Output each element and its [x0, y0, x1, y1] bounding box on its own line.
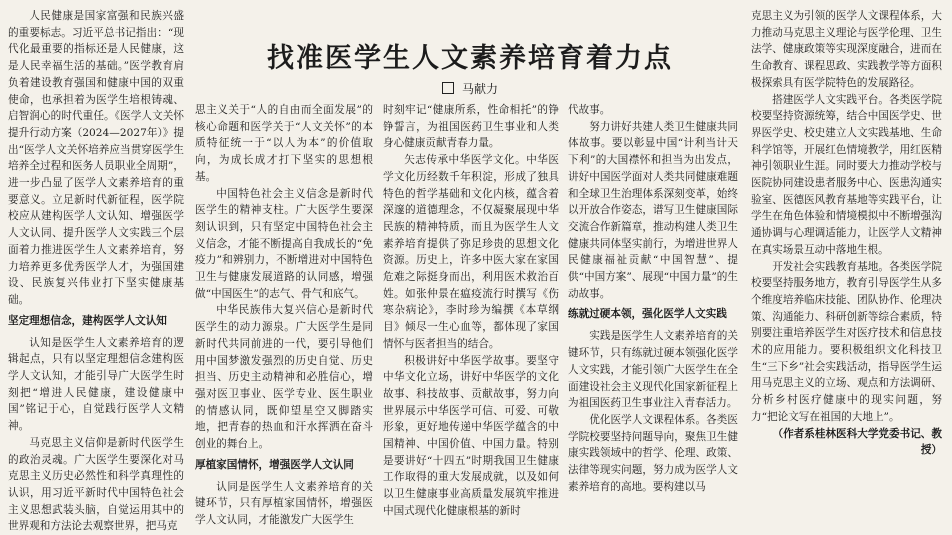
paragraph: 时刻牢记“健康所系，性命相托”的铮铮誓言，为祖国医药卫生事业和人类身心健康贡献青春力量。 — [383, 104, 559, 150]
section-heading: 练就过硬本领，强化医学人文实践 — [568, 308, 727, 321]
paragraph: 认知是医学生人文素养培育的逻辑起点，只有以坚定理想信念建构医学人文认知，才能引导广大医学生时刻把“增进人民健康，建设健康中国”铭记于心，自觉践行医学人文精神。 — [8, 336, 184, 433]
paragraph: 中华民族伟大复兴信心是新时代医学生的动力源泉。广大医学生是同新时代共同前进的一代，要引导他们用中国梦激发强烈的历史自觉、历史担当、历史主动精神和必胜信心，增强对医卫事业、医学专业、医生职业的情感认同，既仰望星空又脚踏实地，把青春的热血和汗水挥洒在奋斗创业的舞台上。 — [195, 304, 373, 451]
section-heading: 坚定理想信念，建构医学人文认知 — [8, 314, 167, 327]
byline — [200, 80, 740, 97]
paragraph: 人民健康是国家富强和民族兴盛的重要标志。习近平总书记指出：“现代化最重要的指标还是人民健康，这是人民幸福生活的基础。”医学教育肩负着建设教育强国和健康中国的双重使命，也承担着为医学生培根铸魂、启智润心的时代重任。《医学人文关怀提升行动方案（2024—2027年）》提出“医学人文关怀培养应当贯穿医学生培养全过程和医务人员职业全周期”，进一步凸显了医学人文素养培育的重要意义。立足新时代新征程，医学院校应从建构医学人文认知、增强医学人文认同、提升医学人文实践三个层面着力推进医学生人文素养培育，努力培养更多优秀医学人才，为强国建设、民族复兴伟业打下坚实健康基础。 — [8, 10, 184, 306]
column-3 — [383, 102, 559, 520]
column-4 — [568, 102, 738, 495]
paragraph: 马克思主义信仰是新时代医学生的政治灵魂。广大医学生要深化对马克思主义历史必然性和科学真理性的认识，用习近平新时代中国特色社会主义思想武装头脑，自觉运用其中的世界观和方法论去观察世界，把马克 — [8, 436, 184, 533]
paragraph: 认同是医学生人文素养培育的关键环节，只有厚植家国情怀，增强医学人文认同，才能激发广大医学生 — [195, 480, 373, 527]
article-title: 找准医学生人文素养培育着力点 — [267, 43, 673, 74]
paragraph: 思主义关于“人的自由而全面发展”的核心命题和医学关于“人文关怀”的本质特征统一于“以人为本”的价值取向，为成长成才打下坚实的思想根基。 — [195, 104, 373, 183]
paragraph: 中国特色社会主义信念是新时代医学生的精神支柱。广大医学生要深刻认识到，只有坚定中国特色社会主义信念，才能不断提高自我成长的“免疫力”和辨别力，不断增进对中国特色卫生与健康发展道路的认同感，增强做“中国医生”的志气、骨气和底气。 — [195, 187, 373, 300]
author-note: （作者系桂林医科大学党委书记、教授） — [772, 427, 942, 457]
author-name: 马献力 — [461, 82, 498, 96]
paragraph: 矢志传承中华医学文化。中华医学文化历经数千年积淀，形成了独具特色的哲学基础和文化内核，蕴含着深邃的道德理念，不仅凝聚展现中华民族的精神特质，而且为医学生人文素养培育提供了弥足珍贵的思想文化资源。历史上，许多中医大家在家国危难之际挺身而出，利用医术救治百姓。如张仲景在瘟疫流行时撰写《伤寒杂病论》，李时珍为编撰《本草纲目》倾尽一生心血等，都体现了家国情怀与医者担当的结合。 — [383, 154, 559, 350]
paragraph: 实践是医学生人文素养培育的关键环节，只有练就过硬本领强化医学人文实践，才能引领广大医学生在全面建设社会主义现代化国家新征程上为祖国医药卫生事业注入青春活力。 — [568, 330, 738, 410]
square-icon — [442, 82, 454, 94]
paragraph: 积极讲好中华医学故事。要坚守中华文化立场，讲好中华医学的文化故事、科技故事、贡献故事，努力向世界展示中华医学可信、可爱、可敬形象，更好地传递中华医学蕴含的中国精神、中国价值、中国力量。特别是要讲好“十四五”时期我国卫生健康工作取得的重大发展成就，以及如何以卫生健康事业高质量发展筑牢推进中国式现代化健康根基的新时 — [383, 354, 559, 517]
column-2 — [195, 102, 373, 529]
paragraph: 努力讲好共建人类卫生健康共同体故事。要以彰显中国“计利当计天下利”的大国襟怀和担当为出发点，讲好中国医学面对人类共同健康难题和全球卫生治理体系深刻变革，始终以开放合作姿态，谱写卫生健康国际交流合作新篇章，推动构建人类卫生健康共同体坚实前行，为增进世界人民健康福祉贡献“中国智慧”、提供“中国方案”、展现“中国力量”的生动故事。 — [568, 120, 738, 300]
paragraph: 代故事。 — [568, 104, 611, 116]
paragraph: 优化医学人文课程体系。各类医学院校要坚持问题导向，聚焦卫生健康实践领域中的哲学、伦理、政策、法律等现实问题，努力成为医学人文素养培育的高地。要构建以马 — [568, 413, 738, 493]
section-heading: 厚植家国情怀，增强医学人文认同 — [195, 458, 354, 471]
column-1 — [8, 8, 184, 535]
column-5 — [751, 8, 942, 459]
paragraph: 开发社会实践教育基地。各类医学院校要坚持服务地方，教育引导医学生从多个维度培养临床技能、团队协作、伦理决策、沟通能力、科研创新等综合素质，特别要注重培养医学生对医疗技术和信息技术的应用能力。要积极组织文化科技卫生“三下乡”社会实践活动，指导医学生运用马克思主义的立场、观点和方法调研、分析乡村医疗健康中的现实问题，努力“把论文写在祖国的大地上”。 — [751, 260, 942, 423]
paragraph: 搭建医学人文实践平台。各类医学院校要坚持资源统筹，结合中国医学史、世界医学史、校史建立人文实践基地、生命科学馆等，开展红色情境教学，用红医精神引领职业生涯。同时要大力推动学校与医院协同建设患者服务中心、医患沟通实验室、医德医风教育基地等实践平台，让学生在角色体验和情境模拟中不断增强沟通协调与心理调适能力，让医学人文精神在真实场景互动中落地生根。 — [751, 93, 942, 256]
paragraph: 克思主义为引领的医学人文课程体系，大力推动马克思主义理论与医学伦理、卫生法学、健康政策等实现深度融合，进而在生命教育、课程思政、实践教学等方面积极探索具有医学院特色的发展路径。 — [751, 10, 942, 89]
